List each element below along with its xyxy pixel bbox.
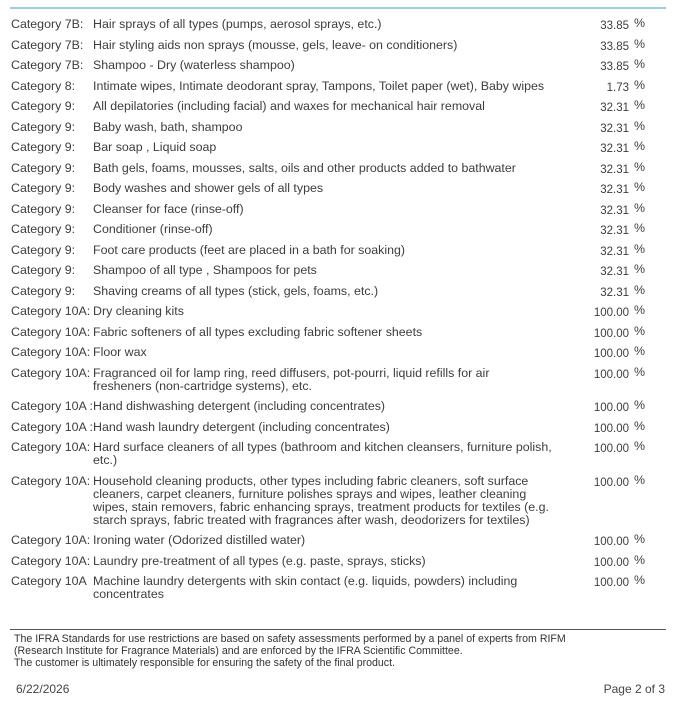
table-row [0,35,681,56]
percent-unit: % [634,98,646,112]
max-concentration-value: 32.31 [600,245,629,258]
product-description [93,121,558,134]
table-row [0,219,681,240]
percent-unit: % [634,303,646,317]
description-line: wipes, stain removers, fabric enhancing sprays, treatment products for textiles (e.g. [93,499,549,514]
category-code: Category 9: [11,140,76,154]
description-line: Shampoo - Dry (waterless shampoo) [93,58,295,72]
footer-divider [10,629,666,630]
category-code: Category 7B: [11,58,84,72]
description-line: Hand wash laundry detergent (including concentrates) [93,419,390,434]
table-row [0,240,681,261]
product-description [93,475,558,527]
product-description [93,534,558,547]
description-line: Household cleaning products, other types including fabric cleaners, soft surface [93,473,529,488]
table-row [0,363,681,397]
product-description [93,39,558,52]
description-line: Ironing water (Odorized distilled water) [93,533,306,547]
description-line: etc.) [93,453,118,467]
product-description [93,141,558,154]
table-row [0,178,681,199]
max-concentration-value: 100.00 [593,536,629,548]
footer-date: 6/22/2026 [16,682,70,696]
category-code: Category 9: [11,263,76,277]
table-row [0,137,681,158]
category-code: Category 9: [11,181,76,195]
product-description [93,305,558,318]
description-line: Baby wash, bath, shampoo [93,119,243,134]
description-line: Conditioner (rinse-off) [93,222,213,236]
page-number: Page 2 of 3 [603,682,665,696]
max-concentration-value: 32.31 [600,102,629,114]
percent-unit: % [634,200,646,215]
max-concentration-value: 100.00 [593,368,629,381]
percent-unit: % [634,439,646,453]
percent-unit: % [634,139,646,153]
product-description [93,575,558,601]
table-row [0,96,681,117]
description-line: Bar soap , Liquid soap [93,140,217,154]
table-row [0,199,681,220]
ifra-disclaimer [14,633,654,669]
category-code: Category 9: [11,119,76,134]
max-concentration-value: 100.00 [593,443,629,455]
product-description [93,80,558,93]
description-line: Hair styling aids non sprays (mousse, gels, leave- on conditioners) [93,37,458,52]
product-description [93,346,558,359]
max-concentration-value: 100.00 [593,307,629,319]
max-concentration-value: 100.00 [593,476,629,489]
product-description [93,182,558,195]
description-line: Hair sprays of all types (pumps, aerosol sprays, etc.) [93,17,382,31]
category-code: Category 10A: [11,365,91,380]
percent-unit: % [634,159,646,174]
category-code: Category 9: [11,160,76,175]
description-line: Bath gels, foams, mousses, salts, oils and other products added to bathwater [93,160,516,175]
percent-unit: % [634,573,646,587]
disclaimer-line: The customer is ultimately responsible for ensuring the safety of the final product. [14,657,395,669]
category-code: Category 10A : [11,399,93,413]
percent-unit: % [634,552,646,567]
product-description [93,18,558,31]
table-row [0,571,681,605]
table-row [0,76,681,97]
ifra-category-table [0,14,681,605]
description-line: cleaners, carpet cleaners, furniture polishes sprays and wipes, leather cleaning [93,486,527,501]
category-code: Category 9: [11,283,76,298]
product-description [93,100,558,113]
max-concentration-value: 32.31 [600,225,629,237]
percent-unit: % [634,36,646,51]
table-row [0,437,681,471]
max-concentration-value: 32.31 [600,122,629,135]
category-code: Category 10A : [11,419,93,434]
description-line: Machine laundry detergents with skin contact (e.g. liquids, powders) including [93,574,518,588]
product-description [93,441,558,467]
category-code: Category 7B: [11,37,84,52]
percent-unit: % [634,262,646,276]
max-concentration-value: 32.31 [600,286,629,299]
max-concentration-value: 33.85 [600,20,629,32]
percent-unit: % [634,180,646,194]
description-line: Laundry pre-treatment of all types (e.g. paste, sprays, sticks) [93,553,426,568]
description-line: Shampoo of all type , Shampoos for pets [93,263,317,277]
table-row [0,551,681,572]
product-description [93,326,558,339]
description-line: Floor wax [93,345,147,359]
description-line: Hard surface cleaners of all types (bathroom and kitchen cleansers, furniture polish, [93,440,552,454]
product-description [93,421,558,434]
table-row [0,396,681,417]
product-description [93,244,558,257]
max-concentration-value: 100.00 [593,556,629,569]
percent-unit: % [634,241,646,256]
percent-unit: % [634,532,646,546]
percent-unit: % [634,57,646,71]
description-line: Fragranced oil for lamp ring, reed diffusers, pot-pourri, liquid refills for air [93,365,490,380]
max-concentration-value: 100.00 [593,422,629,435]
disclaimer-line: (Research Institute for Fragrance Materials) and are enforced by the IFRA Scientific Committee. [14,645,463,657]
category-code: Category 10A: [11,440,91,454]
percent-unit: % [634,221,646,235]
percent-unit: % [634,16,646,30]
percent-unit: % [634,398,646,412]
table-row [0,301,681,322]
product-description [93,203,558,216]
disclaimer-line: The IFRA Standards for use restrictions are based on safety assessments performed by a panel of experts from RIFM [14,633,566,645]
description-line: Shaving creams of all types (stick, gels, foams, etc.) [93,283,379,298]
category-code: Category 10A [11,574,87,588]
description-line: All depilatories (including facial) and waxes for mechanical hair removal [93,99,485,113]
product-description [93,59,558,72]
category-code: Category 9: [11,201,76,216]
table-row [0,322,681,343]
table-row [0,530,681,551]
product-description [93,264,558,277]
description-line: Foot care products (feet are placed in a bath for soaking) [93,242,406,257]
percent-unit: % [634,418,646,433]
top-divider [10,7,666,9]
description-line: Dry cleaning kits [93,304,184,318]
max-concentration-value: 100.00 [593,327,629,340]
table-row [0,117,681,138]
product-description [93,285,558,298]
category-code: Category 10A: [11,473,91,488]
max-concentration-value: 33.85 [600,61,629,73]
category-code: Category 10A: [11,304,91,318]
category-code: Category 8: [11,78,76,93]
max-concentration-value: 100.00 [593,577,629,589]
product-description [93,162,558,175]
max-concentration-value: 32.31 [600,204,629,217]
category-code: Category 10A: [11,553,91,568]
category-code: Category 9: [11,242,76,257]
percent-unit: % [634,344,646,358]
product-description [93,223,558,236]
max-concentration-value: 32.31 [600,163,629,176]
description-line: starch sprays, fabric treated with fragrances after wash, deodorizers for textiles) [93,512,530,527]
description-line: Body washes and shower gels of all types [93,181,324,195]
table-row [0,14,681,35]
table-row [0,417,681,438]
category-code: Category 10A: [11,345,91,359]
max-concentration-value: 100.00 [593,402,629,414]
percent-unit: % [634,118,646,133]
product-description [93,400,558,413]
category-code: Category 7B: [11,17,84,31]
percent-unit: % [634,77,646,92]
max-concentration-value: 1.73 [606,81,629,94]
description-line: Hand dishwashing detergent (including concentrates) [93,399,386,413]
category-code: Category 10A: [11,533,91,547]
category-code: Category 10A: [11,324,91,339]
percent-unit: % [634,282,646,297]
description-line: Fabric softeners of all types excluding fabric softener sheets [93,324,423,339]
description-line: Intimate wipes, Intimate deodorant spray, Tampons, Toilet paper (wet), Baby wipes [93,78,545,93]
category-code: Category 9: [11,99,76,113]
category-code: Category 9: [11,222,76,236]
max-concentration-value: 32.31 [600,184,629,196]
max-concentration-value: 33.85 [600,40,629,53]
table-row [0,55,681,76]
description-line: Cleanser for face (rinse-off) [93,201,244,216]
percent-unit: % [634,323,646,338]
table-row [0,158,681,179]
max-concentration-value: 100.00 [593,348,629,360]
percent-unit: % [634,364,646,379]
table-row [0,281,681,302]
product-description [93,367,558,393]
description-line: concentrates [93,587,164,601]
table-row [0,260,681,281]
product-description [93,555,558,568]
max-concentration-value: 32.31 [600,143,629,155]
table-row [0,471,681,531]
description-line: fresheners (non-cartridge systems), etc. [93,378,312,393]
table-row [0,342,681,363]
percent-unit: % [634,472,646,487]
max-concentration-value: 32.31 [600,266,629,278]
